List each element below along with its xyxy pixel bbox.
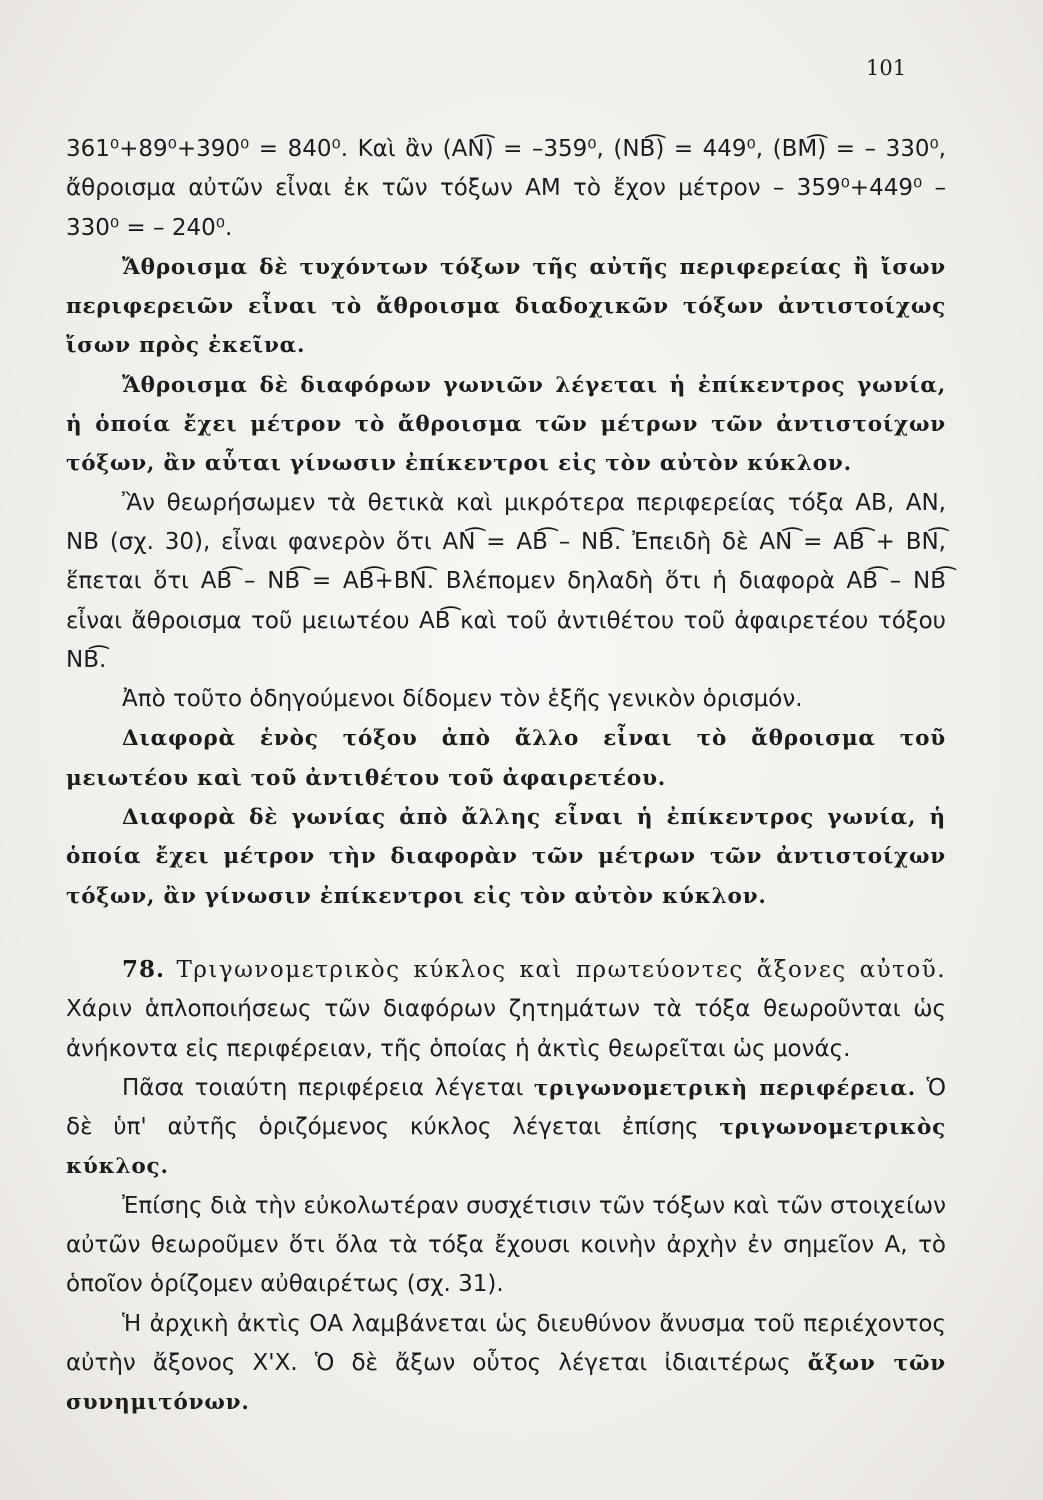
paragraph-cosine-axis (66, 1305, 946, 1423)
section-78 (66, 950, 946, 1069)
paragraph-trig-circle (66, 1069, 946, 1187)
term-trig-circumference: τριγωνομετρικὴ περιφέρεια. (533, 1075, 917, 1101)
paragraph-general-definition: Ἀπὸ τοῦτο ὁδηγούμενοι δίδομεν τὸν ἑξῆς γενικὸν ὁρισμόν. (122, 686, 803, 713)
definition-difference-angles: Διαφορὰ δὲ γωνίας ἀπὸ ἄλλης εἶναι ἡ ἐπίκεντρος γωνία, ἡ ὁποία ἔχει μέτρον τὴν διαφορὰν τῶν μέτρων τῶν ἀντιστοίχων τόξων, ἂν γίνωσιν ἐπίκεντροι εἰς τὸν αὐτὸν κύκλον. (66, 805, 946, 909)
paragraph-sum-example: 361⁰+89⁰+390⁰ = 840⁰. Καὶ ἂν (ΑΝ͡) = –359⁰, (ΝΒ͡) = 449⁰, (ΒΜ͡) = – 330⁰, ἄθροισμα αὐτῶν εἶναι ἐκ τῶν τόξων ΑΜ τὸ ἔχον μέτρον – 359⁰+449⁰ – 330⁰ = – 240⁰. (66, 136, 946, 241)
text-run: Ἡ ἀρχικὴ ἀκτὶς ΟΑ λαμβάνεται ὡς διευθύνον ἄνυσμα τοῦ περιέχοντος αὐτὴν ἄξονος Χ'Χ. Ὁ δὲ ἄξων οὗτος λέγεται ἰδιαιτέρως (66, 1310, 946, 1376)
section-text: Χάριν ἁπλοποιήσεως τῶν διαφόρων ζητημάτων τὰ τόξα θεωροῦνται ὡς ἀνήκοντα εἰς περιφέρειαν, τῆς ὁποίας ἡ ἀκτὶς θεωρεῖται ὡς μονάς. (66, 996, 946, 1062)
paragraph-common-origin: Ἐπίσης διὰ τὴν εὐκολωτέραν συσχέτισιν τῶν τόξων καὶ τῶν στοιχείων αὐτῶν θεωροῦμεν ὅτι ὅλα τὰ τόξα ἔχουσι κοινὴν ἀρχὴν ἐν σημεῖον Α, τὸ ὁποῖον ὁρίζομεν αὐθαιρέτως (σχ. 31). (66, 1192, 946, 1298)
section-number: 78. (122, 955, 166, 983)
term-cosine-axis: ἄξων τῶν συνημιτόνων. (66, 1350, 946, 1416)
definition-difference-arcs: Διαφορὰ ἑνὸς τόξου ἀπὸ ἄλλο εἶναι τὸ ἄθροισμα τοῦ μειωτέου καὶ τοῦ ἀντιθέτου τοῦ ἀφαιρετέου. (66, 726, 946, 791)
definition-sum-arcs: Ἄθροισμα δὲ τυχόντων τόξων τῆς αὐτῆς περιφερείας ἢ ἴσων περιφερειῶν εἶναι τὸ ἄθροισμα διαδοχικῶν τόξων ἀντιστοίχως ἴσων πρὸς ἐκεῖνα. (66, 254, 946, 359)
term-trig-circle: τριγωνομετρικὸς κύκλος. (66, 1115, 946, 1180)
text-run: Ὁ δὲ ὑπ' αὐτῆς ὁριζόμενος κύκλος λέγεται ἐπίσης (66, 1074, 947, 1141)
text-run: Πᾶσα τοιαύτη περιφέρεια λέγεται (122, 1074, 524, 1101)
body-text (66, 130, 946, 1423)
section-title: Τριγωνομετρικὸς κύκλος καὶ πρωτεύοντες ἄξονες αὐτοῦ. (176, 956, 947, 983)
paragraph-difference-example: Ἂν θεωρήσωμεν τὰ θετικὰ καὶ μικρότερα περιφερείας τόξα ΑΒ, ΑΝ, ΝΒ (σχ. 30), εἶναι φανερὸν ὅτι ΑΝ͡ = ΑΒ͡ – ΝΒ͡. Ἐπειδὴ δὲ ΑΝ͡ = ΑΒ͡ + ΒΝ͡, ἕπεται ὅτι ΑΒ͡ – ΝΒ͡ = ΑΒ͡+ΒΝ͡. Βλέπομεν δηλαδὴ ὅτι ἡ διαφορὰ ΑΒ͡ – ΝΒ͡ εἶναι ἄθροισμα τοῦ μειωτέου ΑΒ͡ καὶ τοῦ ἀντιθέτου τοῦ ἀφαιρετέου τόξου ΝΒ͡. (66, 489, 946, 673)
page-number: 101 (866, 56, 907, 80)
definition-sum-angles: Ἄθροισμα δὲ διαφόρων γωνιῶν λέγεται ἡ ἐπίκεντρος γωνία, ἡ ὁποία ἔχει μέτρον τὸ ἄθροισμα τῶν μέτρων τῶν ἀντιστοίχων τόξων, ἂν αὗται γίνωσιν ἐπίκεντροι εἰς τὸν αὐτὸν κύκλον. (66, 372, 946, 477)
